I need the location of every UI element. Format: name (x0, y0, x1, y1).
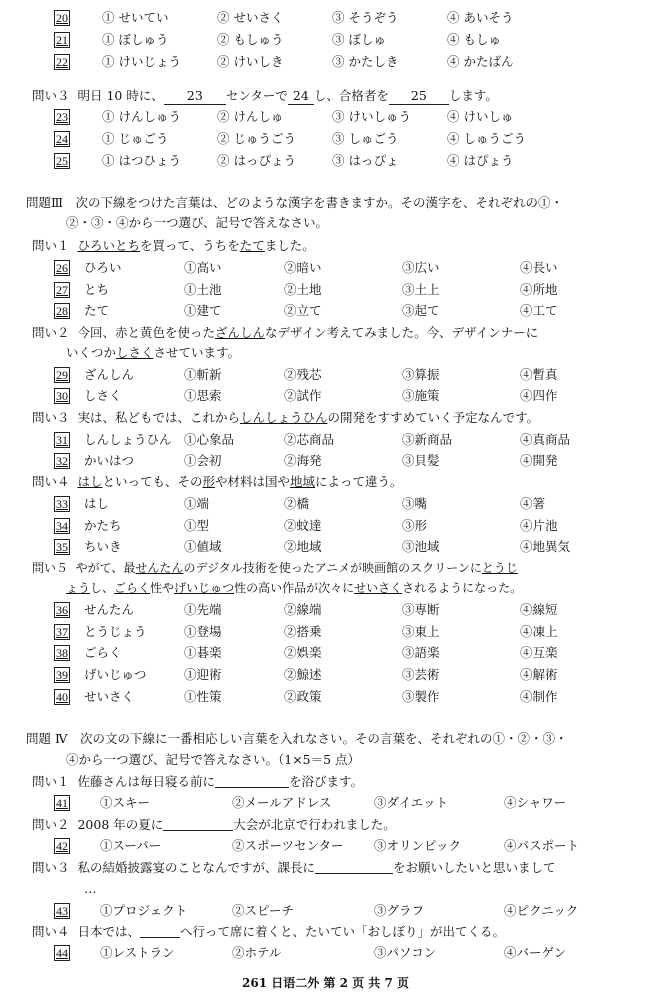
question-row-21 (54, 30, 614, 50)
section-3-heading-cont: ②・③・④から一つ選び、記号で答えなさい。 (66, 215, 329, 230)
option-3: ③製作 (402, 689, 440, 704)
option-1: ①心象品 (184, 432, 235, 447)
answer-blank (215, 773, 289, 788)
section-4-heading: 問題 Ⅳ 次の文の下線に一番相応しい言葉を入れなさい。その言葉を、それぞれの①・②・③・ (26, 731, 568, 746)
option-4: ④開発 (520, 453, 558, 468)
option-2: ②ホテル (232, 945, 282, 960)
question-row-40 (54, 687, 614, 707)
option-3: ③ はっぴょ (332, 153, 399, 168)
word: ひろい (84, 260, 122, 275)
option-1: ①登場 (184, 624, 222, 639)
option-3: ③ かたしき (332, 54, 399, 69)
option-1: ①高い (184, 260, 222, 275)
option-2: ②メールアドレス (232, 795, 332, 810)
question-row-36 (54, 600, 614, 620)
word: とうじょう (84, 624, 147, 639)
question-number: 37 (56, 625, 68, 639)
blank-25: 25 (389, 88, 449, 105)
option-2: ② もしゅう (217, 32, 284, 47)
option-3: ③ そうぞう (332, 10, 399, 25)
word: しさく (84, 388, 122, 403)
option-2: ② はっぴょう (217, 153, 296, 168)
sec4-question-2: 問い２ 2008 年の夏に 大会が北京で行われました。 (32, 817, 396, 832)
word: ざんしん (84, 367, 135, 382)
option-1: ① はつひょう (102, 153, 181, 168)
question-number: 39 (56, 668, 68, 682)
word: ごらく (84, 645, 122, 660)
question-row-35 (54, 537, 614, 557)
option-3: ③施策 (402, 388, 440, 403)
option-1: ①性策 (184, 689, 222, 704)
option-4: ④ もしゅ (447, 32, 501, 47)
question-number: 21 (56, 33, 68, 47)
sec3-question-2: 問い２ 今回、赤と黄色を使ったざんしんなデザイン考えてみました。今、デザインナーに (32, 325, 539, 340)
word: かいはつ (84, 453, 135, 468)
option-1: ①スーパー (100, 838, 162, 853)
option-1: ①土池 (184, 282, 222, 297)
option-3: ③ ぼしゅ (332, 32, 386, 47)
question-number: 35 (56, 540, 68, 554)
option-4: ④暫真 (520, 367, 558, 382)
question-row-39 (54, 665, 614, 685)
option-3: ③ダイエット (374, 795, 449, 810)
section-4-heading-cont: ④から一つ選び、記号で答えなさい。（1×5＝5 点） (66, 752, 361, 767)
question-row-26 (54, 258, 614, 278)
question-number: 26 (56, 261, 68, 275)
question-number: 40 (56, 690, 68, 704)
question-number: 43 (56, 904, 68, 918)
option-1: ①レストラン (100, 945, 175, 960)
answer-blank (140, 923, 180, 938)
word: せんたん (84, 602, 135, 617)
option-3: ③ しゅごう (332, 131, 399, 146)
option-3: ③ けいしゅう (332, 109, 411, 124)
sec4-question-3-cont: … (84, 881, 97, 896)
option-1: ①斬新 (184, 367, 222, 382)
option-4: ④長い (520, 260, 558, 275)
question-row-24 (54, 129, 614, 149)
option-4: ④バーゲン (504, 945, 567, 960)
option-2: ②線端 (284, 602, 322, 617)
option-4: ④パスポート (504, 838, 580, 853)
sec3-question-1: 問い１ ひろいとちを買って、うちをたてました。 (32, 238, 315, 253)
option-2: ②スポーツセンター (232, 838, 344, 853)
option-2: ②海発 (284, 453, 322, 468)
question-row-37 (54, 622, 614, 642)
option-4: ④工て (520, 303, 558, 318)
option-2: ②搭乗 (284, 624, 322, 639)
question-number: 20 (56, 11, 68, 25)
option-1: ① せいてい (102, 10, 169, 25)
option-2: ②鯨述 (284, 667, 322, 682)
option-3: ③芸術 (402, 667, 440, 682)
question-number: 23 (56, 110, 68, 124)
answer-blank (163, 816, 233, 831)
word: ちいき (84, 539, 122, 554)
option-2: ② せいさく (217, 10, 284, 25)
question-number: 27 (56, 283, 68, 297)
option-4: ④ あいそう (447, 10, 514, 25)
blank-23: 23 (164, 88, 226, 105)
question-row-22 (54, 52, 614, 72)
question-row-23 (54, 107, 614, 127)
option-1: ①プロジェクト (100, 903, 188, 918)
option-4: ④真商品 (520, 432, 571, 447)
option-3: ③広い (402, 260, 440, 275)
word: たて (84, 303, 110, 318)
option-1: ①スキー (100, 795, 151, 810)
option-2: ②政策 (284, 689, 322, 704)
question-number: 25 (56, 154, 68, 168)
question-number: 38 (56, 646, 68, 660)
option-2: ②残芯 (284, 367, 322, 382)
sec3-question-3: 問い３ 実は、私どもでは、これからしんしょうひんの開発をすすめていく予定なんです。 (32, 410, 540, 425)
question-number: 36 (56, 603, 68, 617)
sec4-question-3: 問い３ 私の結婚披露宴のことなんですが、課長に をお願いしたいと思いまして (32, 860, 556, 875)
blank-24: 24 (288, 88, 314, 105)
question-row-44 (54, 943, 614, 963)
question-number: 24 (56, 132, 68, 146)
option-1: ①値域 (184, 539, 222, 554)
option-4: ④シャワー (504, 795, 567, 810)
option-2: ②スピーチ (232, 903, 295, 918)
sec3-question-5: 問い５ やがて、最せんたんのデジタル技術を使ったアニメが映画館のスクリーンにとうじ (32, 561, 518, 575)
option-1: ① けいじょう (102, 54, 181, 69)
option-3: ③新商品 (402, 432, 453, 447)
option-4: ④ しゅうごう (447, 131, 526, 146)
option-3: ③貝髪 (402, 453, 440, 468)
option-3: ③形 (402, 518, 428, 533)
option-3: ③嘴 (402, 496, 428, 511)
option-2: ② けいしき (217, 54, 284, 69)
option-2: ②地域 (284, 539, 322, 554)
question-number: 34 (56, 519, 68, 533)
option-1: ①思索 (184, 388, 222, 403)
option-4: ④ かたばん (447, 54, 514, 69)
option-1: ①会初 (184, 453, 222, 468)
question-number: 33 (56, 497, 68, 511)
option-4: ④互楽 (520, 645, 558, 660)
word: げいじゅつ (84, 667, 147, 682)
question-row-29 (54, 365, 614, 385)
question-row-42 (54, 836, 614, 856)
sec3-question-5-cont: ょうし、ごらく性やげいじゅつ性の高い作品が次々にせいさくされるようになった。 (66, 581, 523, 595)
option-2: ②土地 (284, 282, 322, 297)
option-2: ②立て (284, 303, 322, 318)
sec4-question-4: 問い４ 日本では、 へ行って席に着くと、たいてい「おしぼり」が出てくる。 (32, 924, 505, 939)
option-3: ③語楽 (402, 645, 440, 660)
option-2: ②蚊達 (284, 518, 322, 533)
option-4: ④ けいしゅ (447, 109, 514, 124)
option-3: ③専断 (402, 602, 440, 617)
page-footer: 261 日语二外 第 2 页 共 7 页 (242, 976, 409, 990)
option-1: ①碁楽 (184, 645, 222, 660)
option-4: ④箸 (520, 496, 546, 511)
option-4: ④四作 (520, 388, 558, 403)
word: とち (84, 282, 110, 297)
option-2: ②橋 (284, 496, 310, 511)
option-4: ④ はぴょう (447, 153, 514, 168)
option-4: ④ピクニック (504, 903, 579, 918)
question-row-43 (54, 901, 614, 921)
option-3: ③起て (402, 303, 440, 318)
question-number: 32 (56, 454, 68, 468)
option-3: ③算振 (402, 367, 440, 382)
question-number: 28 (56, 304, 68, 318)
word: しんしょうひん (84, 432, 172, 447)
question-number: 41 (56, 796, 68, 810)
question-number: 29 (56, 368, 68, 382)
question-row-31 (54, 430, 614, 450)
question-row-28 (54, 301, 614, 321)
question-row-27 (54, 280, 614, 300)
option-3: ③土上 (402, 282, 440, 297)
question-row-41 (54, 793, 614, 813)
word: かたち (84, 518, 122, 533)
option-2: ② けんしゅ (217, 109, 284, 124)
option-3: ③東上 (402, 624, 440, 639)
option-2: ②暗い (284, 260, 322, 275)
option-1: ① ぼしゅう (102, 32, 169, 47)
question-row-34 (54, 516, 614, 536)
question-number: 42 (56, 839, 68, 853)
option-4: ④所地 (520, 282, 558, 297)
option-4: ④凍上 (520, 624, 558, 639)
option-2: ②試作 (284, 388, 322, 403)
sec4-question-1: 問い１ 佐藤さんは毎日寝る前に を浴びます。 (32, 774, 363, 789)
question-row-20 (54, 8, 614, 28)
option-3: ③パソコン (374, 945, 437, 960)
option-2: ②芯商品 (284, 432, 335, 447)
answer-blank (315, 859, 393, 874)
question-row-25 (54, 151, 614, 171)
option-1: ①端 (184, 496, 210, 511)
question-number: 44 (56, 946, 68, 960)
option-4: ④地異気 (520, 539, 571, 554)
option-4: ④線短 (520, 602, 558, 617)
option-1: ①建て (184, 303, 222, 318)
option-3: ③グラフ (374, 903, 425, 918)
option-3: ③池域 (402, 539, 440, 554)
question-number: 31 (56, 433, 68, 447)
question-number: 30 (56, 389, 68, 403)
option-3: ③オリンピック (374, 838, 462, 853)
question-row-30 (54, 386, 614, 406)
option-4: ④解術 (520, 667, 558, 682)
question-row-38 (54, 643, 614, 663)
word: せいさく (84, 689, 135, 704)
option-1: ①先端 (184, 602, 222, 617)
question-number: 22 (56, 55, 68, 69)
question-prompt: 問い３ 明日 10 時に、 23 センターで 24 し、合格者を 25 します。 (32, 88, 498, 103)
question-row-33 (54, 494, 614, 514)
sec3-question-2-cont: いくつかしさくさせています。 (66, 345, 241, 360)
question-row-32 (54, 451, 614, 471)
option-2: ② じゅうごう (217, 131, 296, 146)
option-4: ④制作 (520, 689, 558, 704)
word: はし (84, 496, 110, 511)
option-1: ①型 (184, 518, 210, 533)
option-1: ①迎術 (184, 667, 222, 682)
option-1: ① じゅごう (102, 131, 169, 146)
option-1: ① けんしゅう (102, 109, 181, 124)
section-3-heading: 問題Ⅲ 次の下線をつけた言葉は、どのような漢字を書きますか。その漢字を、それぞれの①・ (26, 195, 564, 210)
sec3-question-4: 問い４ はしといっても、その形や材料は国や地域によって違う。 (32, 474, 403, 489)
option-4: ④片池 (520, 518, 558, 533)
option-2: ②娯楽 (284, 645, 322, 660)
